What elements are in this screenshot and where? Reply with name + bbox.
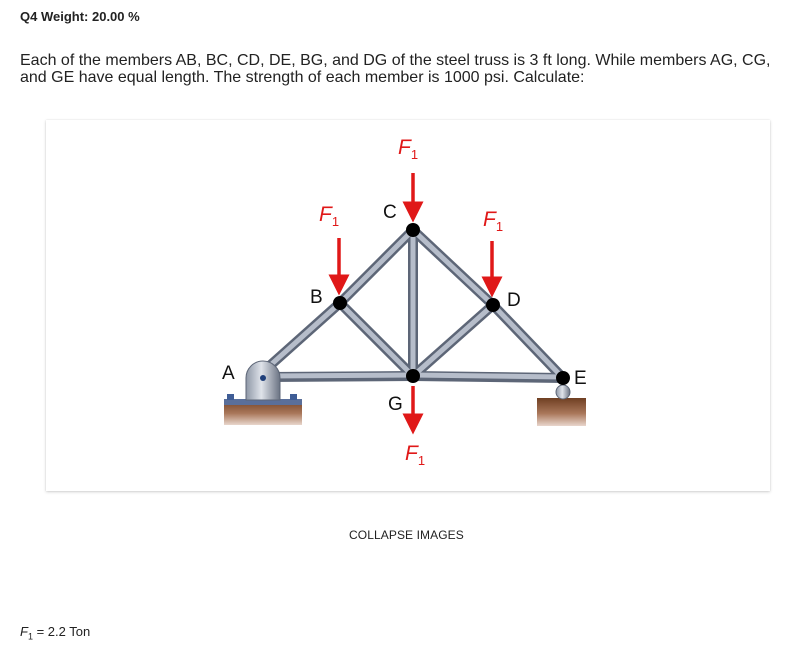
given-value	[20, 624, 90, 642]
joint-b	[333, 296, 347, 310]
truss-diagram	[46, 120, 770, 491]
bolt-left-1	[227, 394, 234, 400]
joint-label-c: C	[383, 202, 397, 223]
force-label-d: $F_1$	[483, 208, 504, 234]
roller-e	[556, 385, 570, 399]
given-text: = 2.2 Ton	[32, 624, 91, 639]
given-subscript: 1	[27, 631, 33, 642]
force-label-g: $F_1$	[405, 442, 426, 468]
joint-label-e: E	[574, 368, 587, 389]
question-text: Each of the members AB, BC, CD, DE, BG, and DG of the steel truss is 3 ft long. While members AG, CG, and GE have equal length. The strength of each member is 1000 psi. Calculate:	[20, 52, 771, 86]
joint-label-b: B	[310, 287, 323, 308]
joint-g	[406, 369, 420, 383]
joint-d	[486, 298, 500, 312]
pin-a	[260, 375, 266, 381]
given-symbol: F	[20, 624, 28, 639]
joint-e	[556, 371, 570, 385]
joint-label-a: A	[222, 363, 235, 384]
ground-right	[537, 398, 586, 426]
question-weight: Q4 Weight: 20.00 %	[20, 9, 140, 24]
truss-figure	[46, 120, 770, 491]
joint-label-g: G	[388, 394, 403, 415]
collapse-images-link[interactable]: COLLAPSE IMAGES	[349, 528, 464, 542]
joint-label-d: D	[507, 290, 521, 311]
force-label-b: $F_1$	[319, 203, 340, 229]
joint-c	[406, 223, 420, 237]
force-label-c: $F_1$	[398, 136, 419, 162]
bolt-left-2	[290, 394, 297, 400]
